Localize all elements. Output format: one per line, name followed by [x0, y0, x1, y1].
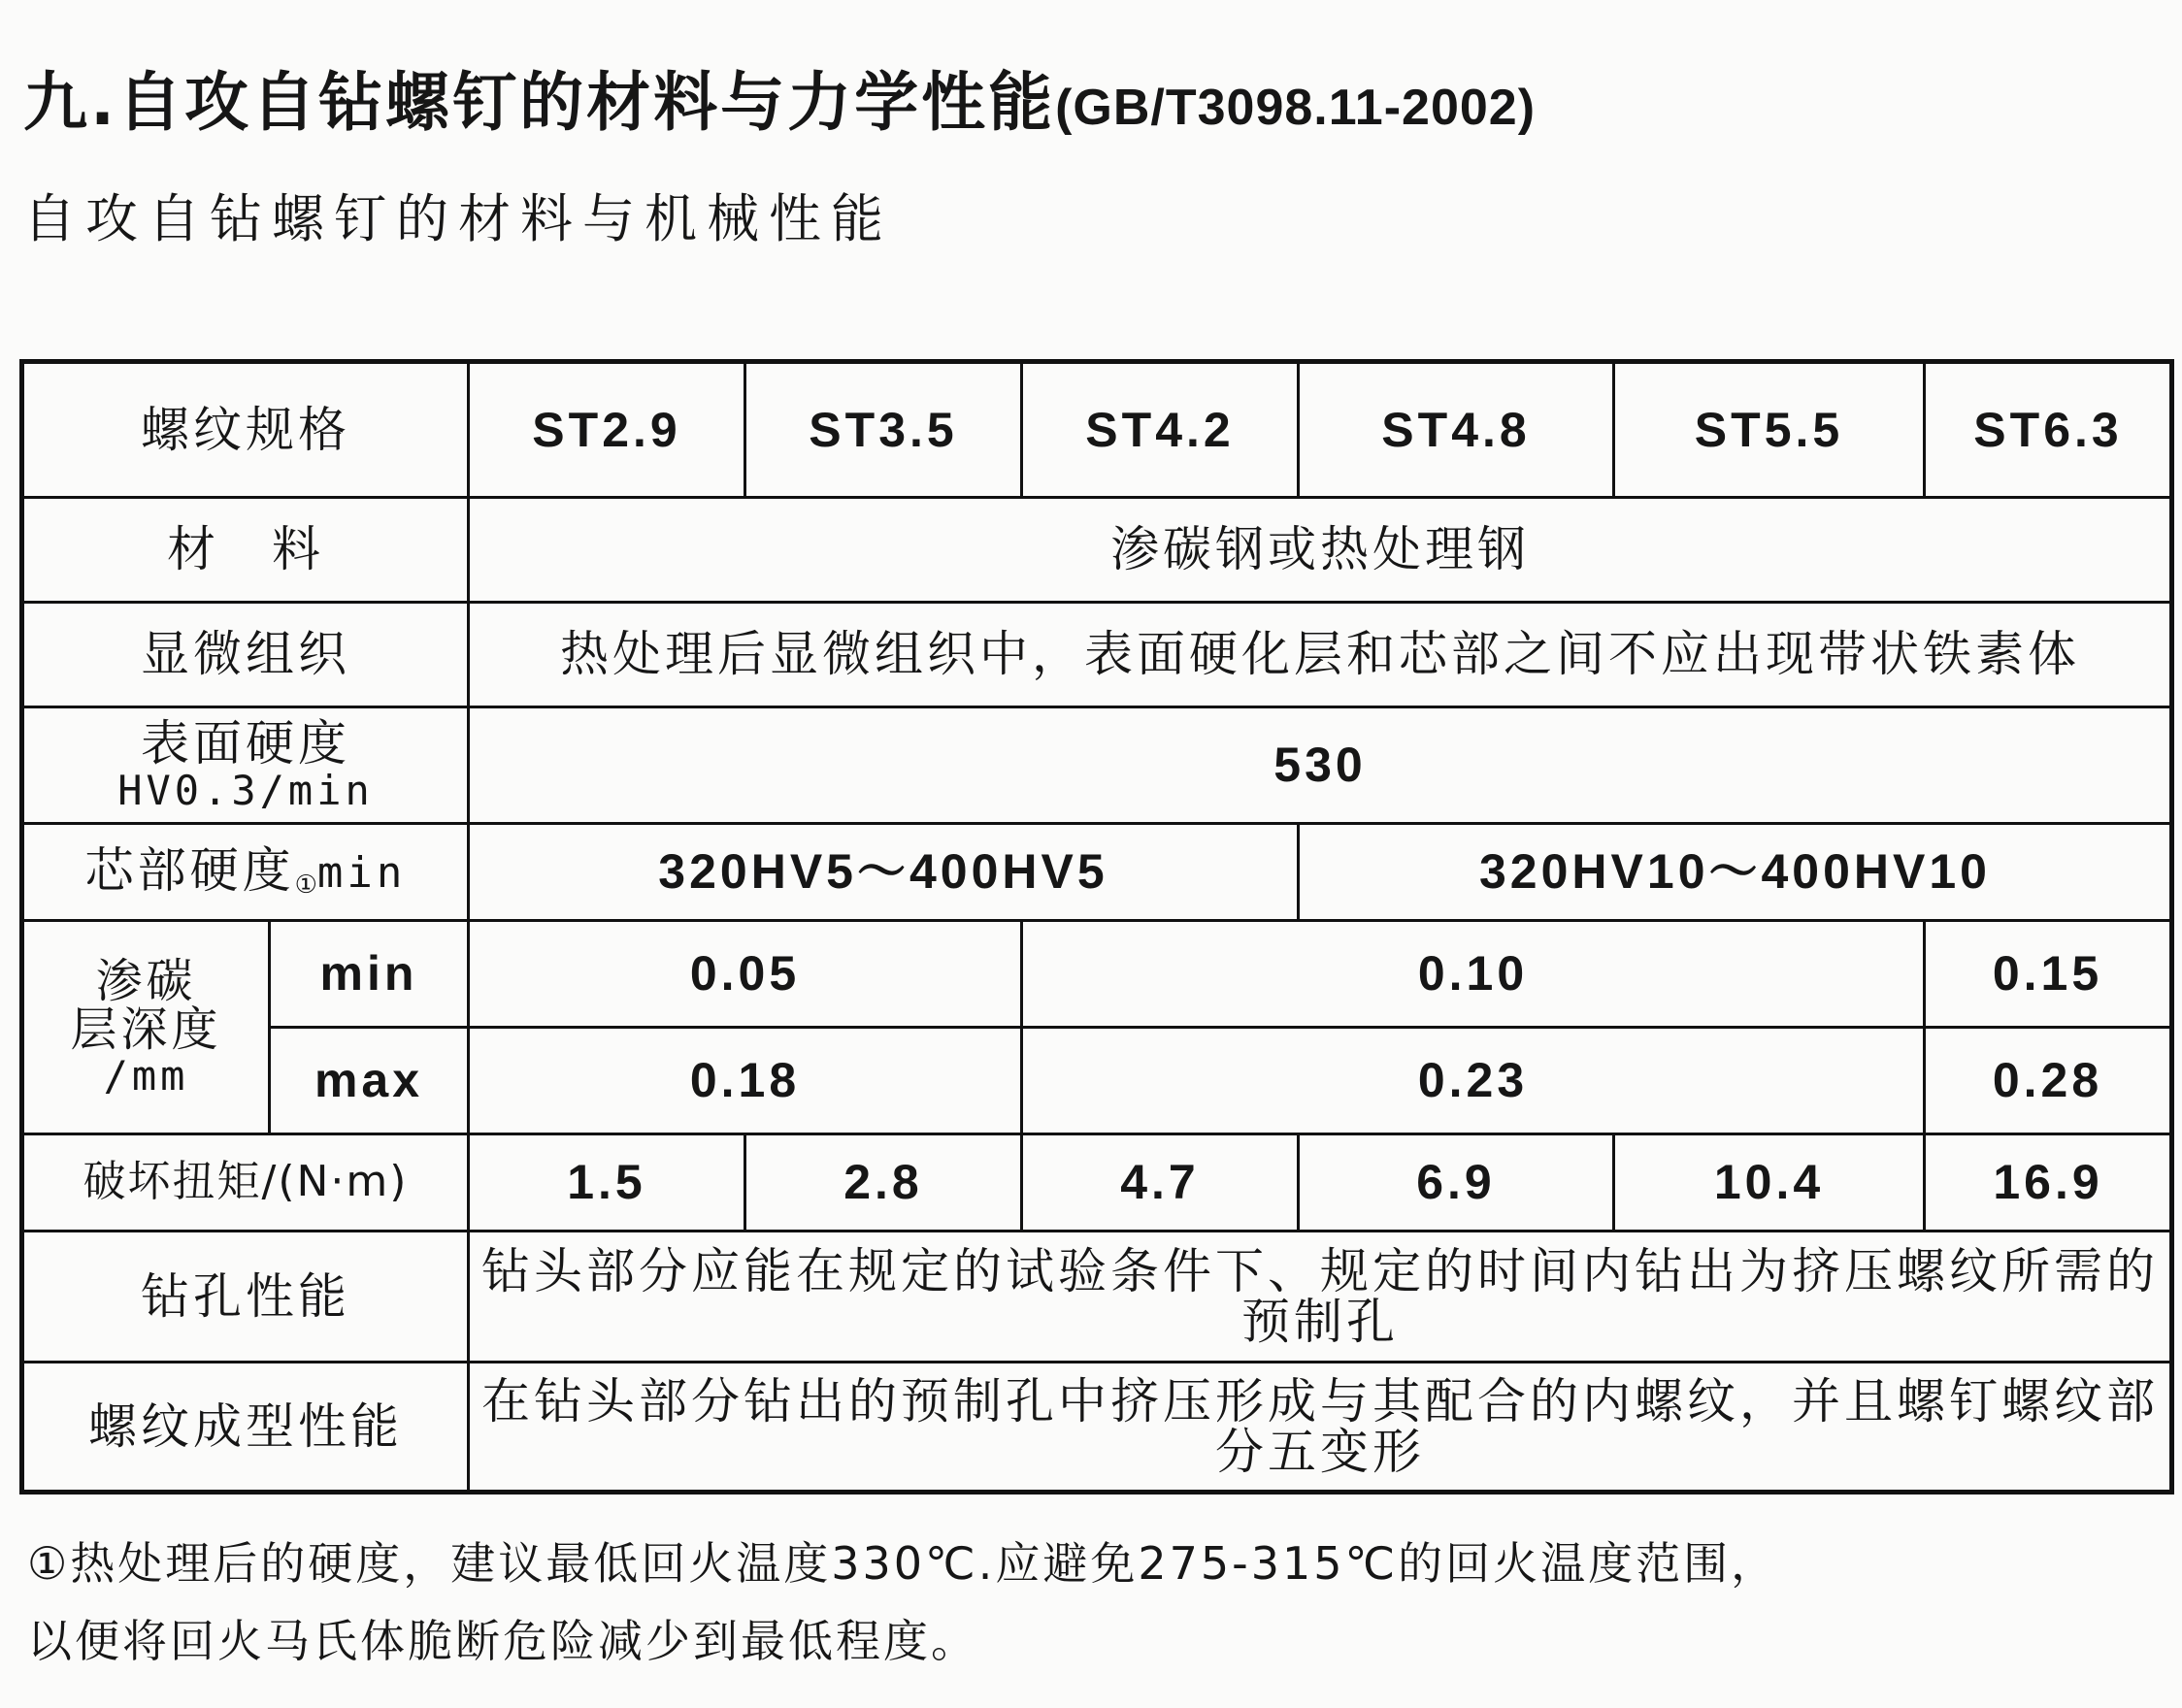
footnote-line1: ①热处理后的硬度，建议最低回火温度330℃.应避免275-315℃的回火温度范围， [27, 1537, 1779, 1590]
cell-thread-forming-value: 在钻头部分钻出的预制孔中挤压形成与其配合的内螺纹，并且螺钉螺纹部分五变形 [469, 1363, 2172, 1493]
table-row-drilling [22, 1232, 2172, 1363]
case-depth-label-line1: 渗碳 [95, 954, 197, 1009]
cell-case-depth-min-label: min [270, 921, 469, 1028]
title-standard: (GB/T3098.11-2002) [1055, 80, 1537, 136]
cell-core-hardness-large: 320HV10～400HV10 [1299, 824, 2172, 921]
properties-table [19, 359, 2174, 1494]
cell-torque-st3-5: 2.8 [745, 1134, 1022, 1232]
cell-case-depth-max-label: max [270, 1028, 469, 1134]
table-row-torque [22, 1134, 2172, 1232]
cell-torque-st4-8: 6.9 [1299, 1134, 1614, 1232]
cell-spec-st4-2: ST4.2 [1022, 362, 1299, 498]
cell-core-hardness-label [22, 824, 469, 921]
title-main: 九.自攻自钻螺钉的材料与力学性能 [23, 65, 1056, 140]
case-depth-label-line3: /mm [103, 1051, 189, 1100]
cell-drilling-value: 钻头部分应能在规定的试验条件下、规定的时间内钻出为挤压螺纹所需的预制孔 [469, 1232, 2172, 1363]
surface-hardness-label-line2: HV0.3/min [117, 766, 374, 814]
cell-case-depth-max-mid: 0.23 [1022, 1028, 1925, 1134]
surface-hardness-label-line1: 表面硬度 [141, 715, 350, 772]
cell-spec-st2-9: ST2.9 [469, 362, 745, 498]
cell-case-depth-label [22, 921, 270, 1134]
cell-spec-st5-5: ST5.5 [1614, 362, 1925, 498]
cell-torque-st4-2: 4.7 [1022, 1134, 1299, 1232]
cell-microstructure-label: 显微组织 [22, 603, 469, 707]
cell-core-hardness-small: 320HV5～400HV5 [469, 824, 1299, 921]
core-hardness-footnote-mark: ① [294, 870, 317, 900]
cell-thread-forming-label: 螺纹成型性能 [22, 1363, 469, 1493]
page-title [23, 50, 1536, 143]
table-row-case-depth-max [22, 1028, 2172, 1134]
cell-microstructure-value: 热处理后显微组织中，表面硬化层和芯部之间不应出现带状铁素体 [469, 603, 2172, 707]
cell-case-depth-min-large: 0.15 [1925, 921, 2172, 1028]
cell-case-depth-max-small: 0.18 [469, 1028, 1022, 1134]
cell-surface-hardness-label [22, 707, 469, 824]
case-depth-label-line2: 层深度 [70, 1002, 222, 1058]
table-row-material [22, 498, 2172, 603]
cell-case-depth-min-small: 0.05 [469, 921, 1022, 1028]
page-subtitle: 自攻自钻螺钉的材料与机械性能 [23, 188, 893, 249]
cell-drilling-label: 钻孔性能 [22, 1232, 469, 1363]
cell-case-depth-max-large: 0.28 [1925, 1028, 2172, 1134]
table-row-thread-forming [22, 1363, 2172, 1493]
table-row-core-hardness [22, 824, 2172, 921]
cell-surface-hardness-value: 530 [469, 707, 2172, 824]
cell-torque-label: 破坏扭矩/(N·m) [22, 1134, 469, 1232]
core-hardness-label-suffix: min [316, 847, 407, 898]
cell-material-value: 渗碳钢或热处理钢 [469, 498, 2172, 603]
footnote-line2: 以便将回火马氏体脆断危险减少到最低程度。 [27, 1615, 978, 1667]
cell-material-label: 材 料 [22, 498, 469, 603]
cell-spec-st4-8: ST4.8 [1299, 362, 1614, 498]
cell-spec-st6-3: ST6.3 [1925, 362, 2172, 498]
cell-torque-st5-5: 10.4 [1614, 1134, 1925, 1232]
table-row-spec [22, 362, 2172, 498]
table-row-microstructure [22, 603, 2172, 707]
cell-spec-st3-5: ST3.5 [745, 362, 1022, 498]
table-row-case-depth-min [22, 921, 2172, 1028]
core-hardness-label-text: 芯部硬度 [84, 841, 295, 899]
cell-case-depth-min-mid: 0.10 [1022, 921, 1925, 1028]
cell-spec-label: 螺纹规格 [22, 362, 469, 498]
table-row-surface-hardness [22, 707, 2172, 824]
cell-torque-st6-3: 16.9 [1925, 1134, 2172, 1232]
cell-torque-st2-9: 1.5 [469, 1134, 745, 1232]
